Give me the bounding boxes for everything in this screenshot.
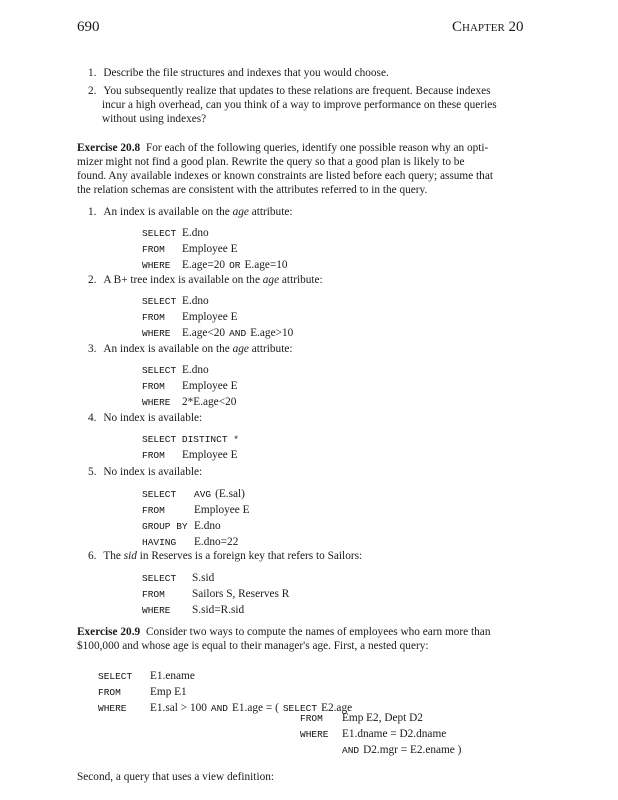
sql-keyword: FROM (142, 244, 165, 255)
intro-item-2-line-2: incur a high overhead, can you think of a way to improve performance on these queries (102, 99, 497, 111)
sql-text: E.dno (182, 227, 209, 239)
sql-keyword: SELECT (142, 296, 177, 307)
sql-keyword: SELECT (282, 703, 318, 714)
sql-text: Employee E (182, 449, 238, 461)
sql-keyword: FROM (142, 381, 165, 392)
view-definition-lead: Second, a query that uses a view definition: (77, 771, 275, 783)
sql-block-3 (142, 362, 238, 410)
sql-text: E.dno (182, 295, 209, 307)
item-number: 2. (88, 85, 97, 97)
sql-keyword: FROM (142, 312, 165, 323)
sql-text: Sailors S, Reserves R (192, 588, 290, 600)
item-number: 5. (88, 466, 97, 478)
intro-item-1 (88, 66, 389, 80)
sql-keyword: FROM (142, 589, 165, 600)
sql-text: E2.age (321, 702, 353, 714)
sql-block-5 (142, 486, 250, 550)
sql-keyword: WHERE (142, 397, 171, 408)
sql-text: E.age>10 (250, 327, 294, 339)
item-number: 4. (88, 412, 97, 424)
sql-keyword: WHERE (98, 703, 127, 714)
sql-keyword: SELECT (142, 228, 177, 239)
sql-text: Employee E (182, 380, 238, 392)
query-item-2 (88, 273, 323, 287)
item-text: A B+ tree index is available on the (103, 274, 263, 286)
sql-text: S.sid=R.sid (192, 604, 245, 616)
sql-text: E.age=20 (182, 259, 226, 271)
item-number: 2. (88, 274, 97, 286)
exercise-text: For each of the following queries, identify one possible reason why an opti- (146, 142, 489, 154)
exercise-label: Exercise 20.8 (77, 142, 141, 154)
sql-keyword: WHERE (142, 605, 171, 616)
sql-keyword: FROM (142, 450, 165, 461)
sql-keyword: FROM (98, 687, 121, 698)
query-item-3 (88, 342, 293, 356)
item-text-end: attribute: (248, 206, 293, 218)
sql-keyword: SELECT (142, 573, 177, 584)
sql-keyword: GROUP BY (142, 521, 188, 532)
query-item-1 (88, 205, 293, 219)
nested-query-block (98, 668, 352, 716)
sql-text: E1.ename (150, 670, 195, 682)
sql-text: E.age<20 (182, 327, 226, 339)
sql-text: Employee E (194, 504, 250, 516)
page-number: 690 (77, 19, 100, 35)
item-text-end: attribute: (248, 343, 293, 355)
sql-text: Employee E (182, 243, 238, 255)
sql-text: E.dno (194, 520, 221, 532)
item-text-end: in Reserves is a foreign key that refers to Sailors: (136, 550, 363, 562)
sql-text: (E.sal) (215, 488, 245, 500)
sql-keyword: SELECT (142, 489, 177, 500)
sql-text: E1.age = ( (232, 702, 279, 714)
item-number: 3. (88, 343, 97, 355)
item-emphasis: age (232, 343, 249, 355)
sql-text: E1.sal > 100 (150, 702, 207, 714)
intro-item-2-line-3: without using indexes? (102, 113, 207, 125)
exercise-20-8-line-4: the relation schemas are consistent with the attributes referred to in the query. (77, 184, 428, 196)
sql-keyword: WHERE (142, 260, 171, 271)
sql-keyword: HAVING (142, 537, 177, 548)
sql-keyword: AND (210, 703, 228, 714)
sql-text: E1.dname = D2.dname (342, 728, 447, 740)
sql-keyword: OR (229, 260, 241, 271)
item-emphasis: age (262, 274, 280, 286)
sql-text: Emp E1 (150, 686, 187, 698)
exercise-20-9-intro (77, 625, 490, 639)
sql-keyword: WHERE (142, 328, 171, 339)
exercise-label: Exercise 20.9 (77, 626, 141, 638)
item-text: Describe the file structures and indexes that you would choose. (103, 67, 389, 79)
sql-keyword: AND (342, 745, 360, 756)
query-item-6 (88, 549, 362, 563)
query-item-4 (88, 411, 202, 425)
sql-text: 2*E.age<20 (182, 396, 237, 408)
sql-block-1 (142, 225, 288, 273)
item-text: You subsequently realize that updates to these relations are frequent. Because indexes (103, 85, 491, 97)
intro-item-2 (88, 84, 491, 98)
sql-keyword: SELECT (142, 365, 177, 376)
item-emphasis: age (232, 206, 249, 218)
subquery-block (300, 710, 461, 758)
sql-keyword: FROM (300, 713, 323, 724)
item-number: 6. (88, 550, 97, 562)
sql-text: Emp E2, Dept D2 (342, 712, 423, 724)
sql-keyword: SELECT (98, 671, 133, 682)
sql-block-4 (142, 431, 239, 463)
item-text: No index is available: (103, 412, 203, 424)
sql-keyword: FROM (142, 505, 165, 516)
exercise-text: Consider two ways to compute the names of employees who earn more than (146, 626, 491, 638)
exercise-20-8-intro (77, 141, 488, 155)
sql-text: Employee E (182, 311, 238, 323)
exercise-20-8-line-2: mizer might not find a good plan. Rewrite the query so that a good plan is likely to be (77, 156, 465, 168)
sql-text: E.dno (182, 364, 209, 376)
item-text-end: attribute: (279, 274, 323, 286)
item-number: 1. (88, 206, 97, 218)
item-number: 1. (88, 67, 97, 79)
item-text: The (103, 550, 124, 562)
item-text: An index is available on the (103, 343, 233, 355)
sql-text: S.sid (192, 572, 215, 584)
sql-text: D2.mgr = E2.ename ) (363, 744, 462, 756)
sql-keyword: SELECT DISTINCT * (142, 434, 239, 445)
exercise-20-9-line-2: $100,000 and whose age is equal to their manager's age. First, a nested query: (77, 640, 429, 652)
exercise-20-8-line-3: found. Any available indexes or known constraints are listed before each query; assume that (77, 170, 493, 182)
chapter-title: Chapter 20 (452, 19, 524, 35)
sql-block-6 (142, 570, 289, 618)
sql-keyword: AVG (194, 489, 212, 500)
sql-keyword: WHERE (300, 729, 329, 740)
sql-block-2 (142, 293, 293, 341)
item-text: An index is available on the (103, 206, 233, 218)
item-emphasis: sid (123, 550, 137, 562)
sql-keyword: AND (229, 328, 247, 339)
query-item-5 (88, 465, 202, 479)
sql-text: E.dno=22 (194, 536, 239, 548)
sql-text: E.age=10 (244, 259, 288, 271)
item-text: No index is available: (103, 466, 203, 478)
